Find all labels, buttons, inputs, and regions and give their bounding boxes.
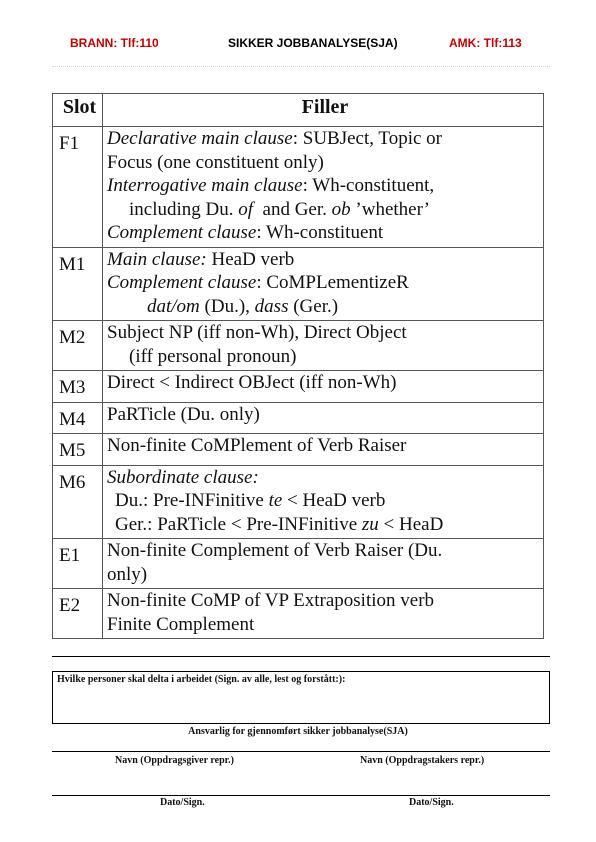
dotted-divider (52, 66, 550, 67)
slot-cell: E1 (53, 539, 103, 589)
slot-cell: E2 (53, 589, 103, 639)
filler-line: Ger.: PaRTicle < Pre-INFinitive zu < HeaD (115, 513, 444, 535)
filler-line: Complement clause: Wh-constituent (107, 222, 384, 243)
slot-cell: M6 (53, 465, 103, 539)
table-row (53, 465, 544, 539)
slot-column-header: Slot (53, 94, 103, 127)
filler-cell (103, 247, 544, 321)
contractor-name-label: Navn (Oppdragstakers repr.) (360, 755, 485, 766)
slot-filler-table (52, 93, 544, 639)
filler-line: dat/om (Du.), dass (Ger.) (147, 295, 339, 317)
filler-line: including Du. of and Ger. ob ’whether’ (129, 198, 430, 220)
table-row (53, 371, 544, 403)
client-name-label: Navn (Oppdragsgiver repr.) (115, 755, 234, 766)
responsible-label: Ansvarlig for gjennomført sikker jobbanalyse(SJA) (188, 726, 408, 737)
filler-line: (iff personal pronoun) (129, 345, 297, 367)
participants-label: Hvilke personer skal delta i arbeidet (Sign. av alle, lest og forstått:): (57, 674, 346, 685)
filler-cell (103, 434, 544, 466)
filler-line: Declarative main clause: SUBJect, Topic or (107, 128, 442, 149)
divider-line (52, 656, 550, 657)
filler-column-header: Filler (103, 94, 544, 127)
filler-line: Du.: Pre-INFinitive te < HeaD verb (115, 490, 386, 511)
divider-line (52, 751, 550, 752)
filler-line: Non-finite CoMPlement of Verb Raiser (107, 435, 407, 456)
filler-line: Subject NP (iff non-Wh), Direct Object (107, 322, 407, 343)
filler-line: Focus (one constituent only) (107, 151, 324, 173)
filler-line: Direct < Indirect OBJect (iff non-Wh) (107, 372, 397, 393)
filler-line: Subordinate clause: (107, 466, 259, 488)
filler-cell (103, 371, 544, 403)
filler-line: Non-finite Complement of Verb Raiser (Du. (107, 540, 443, 561)
fire-phone-label: BRANN: Tlf:110 (70, 36, 159, 50)
table-row (53, 589, 544, 639)
filler-cell (103, 465, 544, 539)
filler-line: Non-finite CoMP of VP Extraposition verb (107, 590, 435, 611)
filler-cell (103, 402, 544, 434)
table-header-row (53, 94, 544, 127)
filler-cell (103, 589, 544, 639)
filler-cell (103, 321, 544, 371)
slot-cell: M4 (53, 402, 103, 434)
slot-cell: M3 (53, 371, 103, 403)
slot-cell: M1 (53, 247, 103, 321)
table-row (53, 127, 544, 248)
filler-line: Finite Complement (107, 613, 255, 635)
table-row (53, 247, 544, 321)
participants-signature-box[interactable] (52, 671, 550, 724)
table-row (53, 434, 544, 466)
filler-line: Complement clause: CoMPLementizeR (107, 272, 409, 293)
ambulance-phone-label: AMK: Tlf:113 (449, 36, 522, 50)
filler-line: Main clause: HeaD verb (107, 248, 295, 270)
filler-cell (103, 127, 544, 248)
filler-line: Interrogative main clause: Wh-constituent, (107, 175, 435, 196)
slot-cell: M2 (53, 321, 103, 371)
table-row (53, 539, 544, 589)
filler-line: only) (107, 563, 148, 585)
table-row (53, 321, 544, 371)
date-sign-right-label: Dato/Sign. (409, 797, 454, 808)
divider-line (52, 795, 550, 796)
filler-cell (103, 539, 544, 589)
document-title: SIKKER JOBBANALYSE(SJA) (228, 36, 398, 50)
date-sign-left-label: Dato/Sign. (160, 797, 205, 808)
filler-line: PaRTicle (Du. only) (107, 403, 260, 425)
table-row (53, 402, 544, 434)
slot-cell: F1 (53, 127, 103, 248)
slot-cell: M5 (53, 434, 103, 466)
page-header (0, 36, 596, 52)
